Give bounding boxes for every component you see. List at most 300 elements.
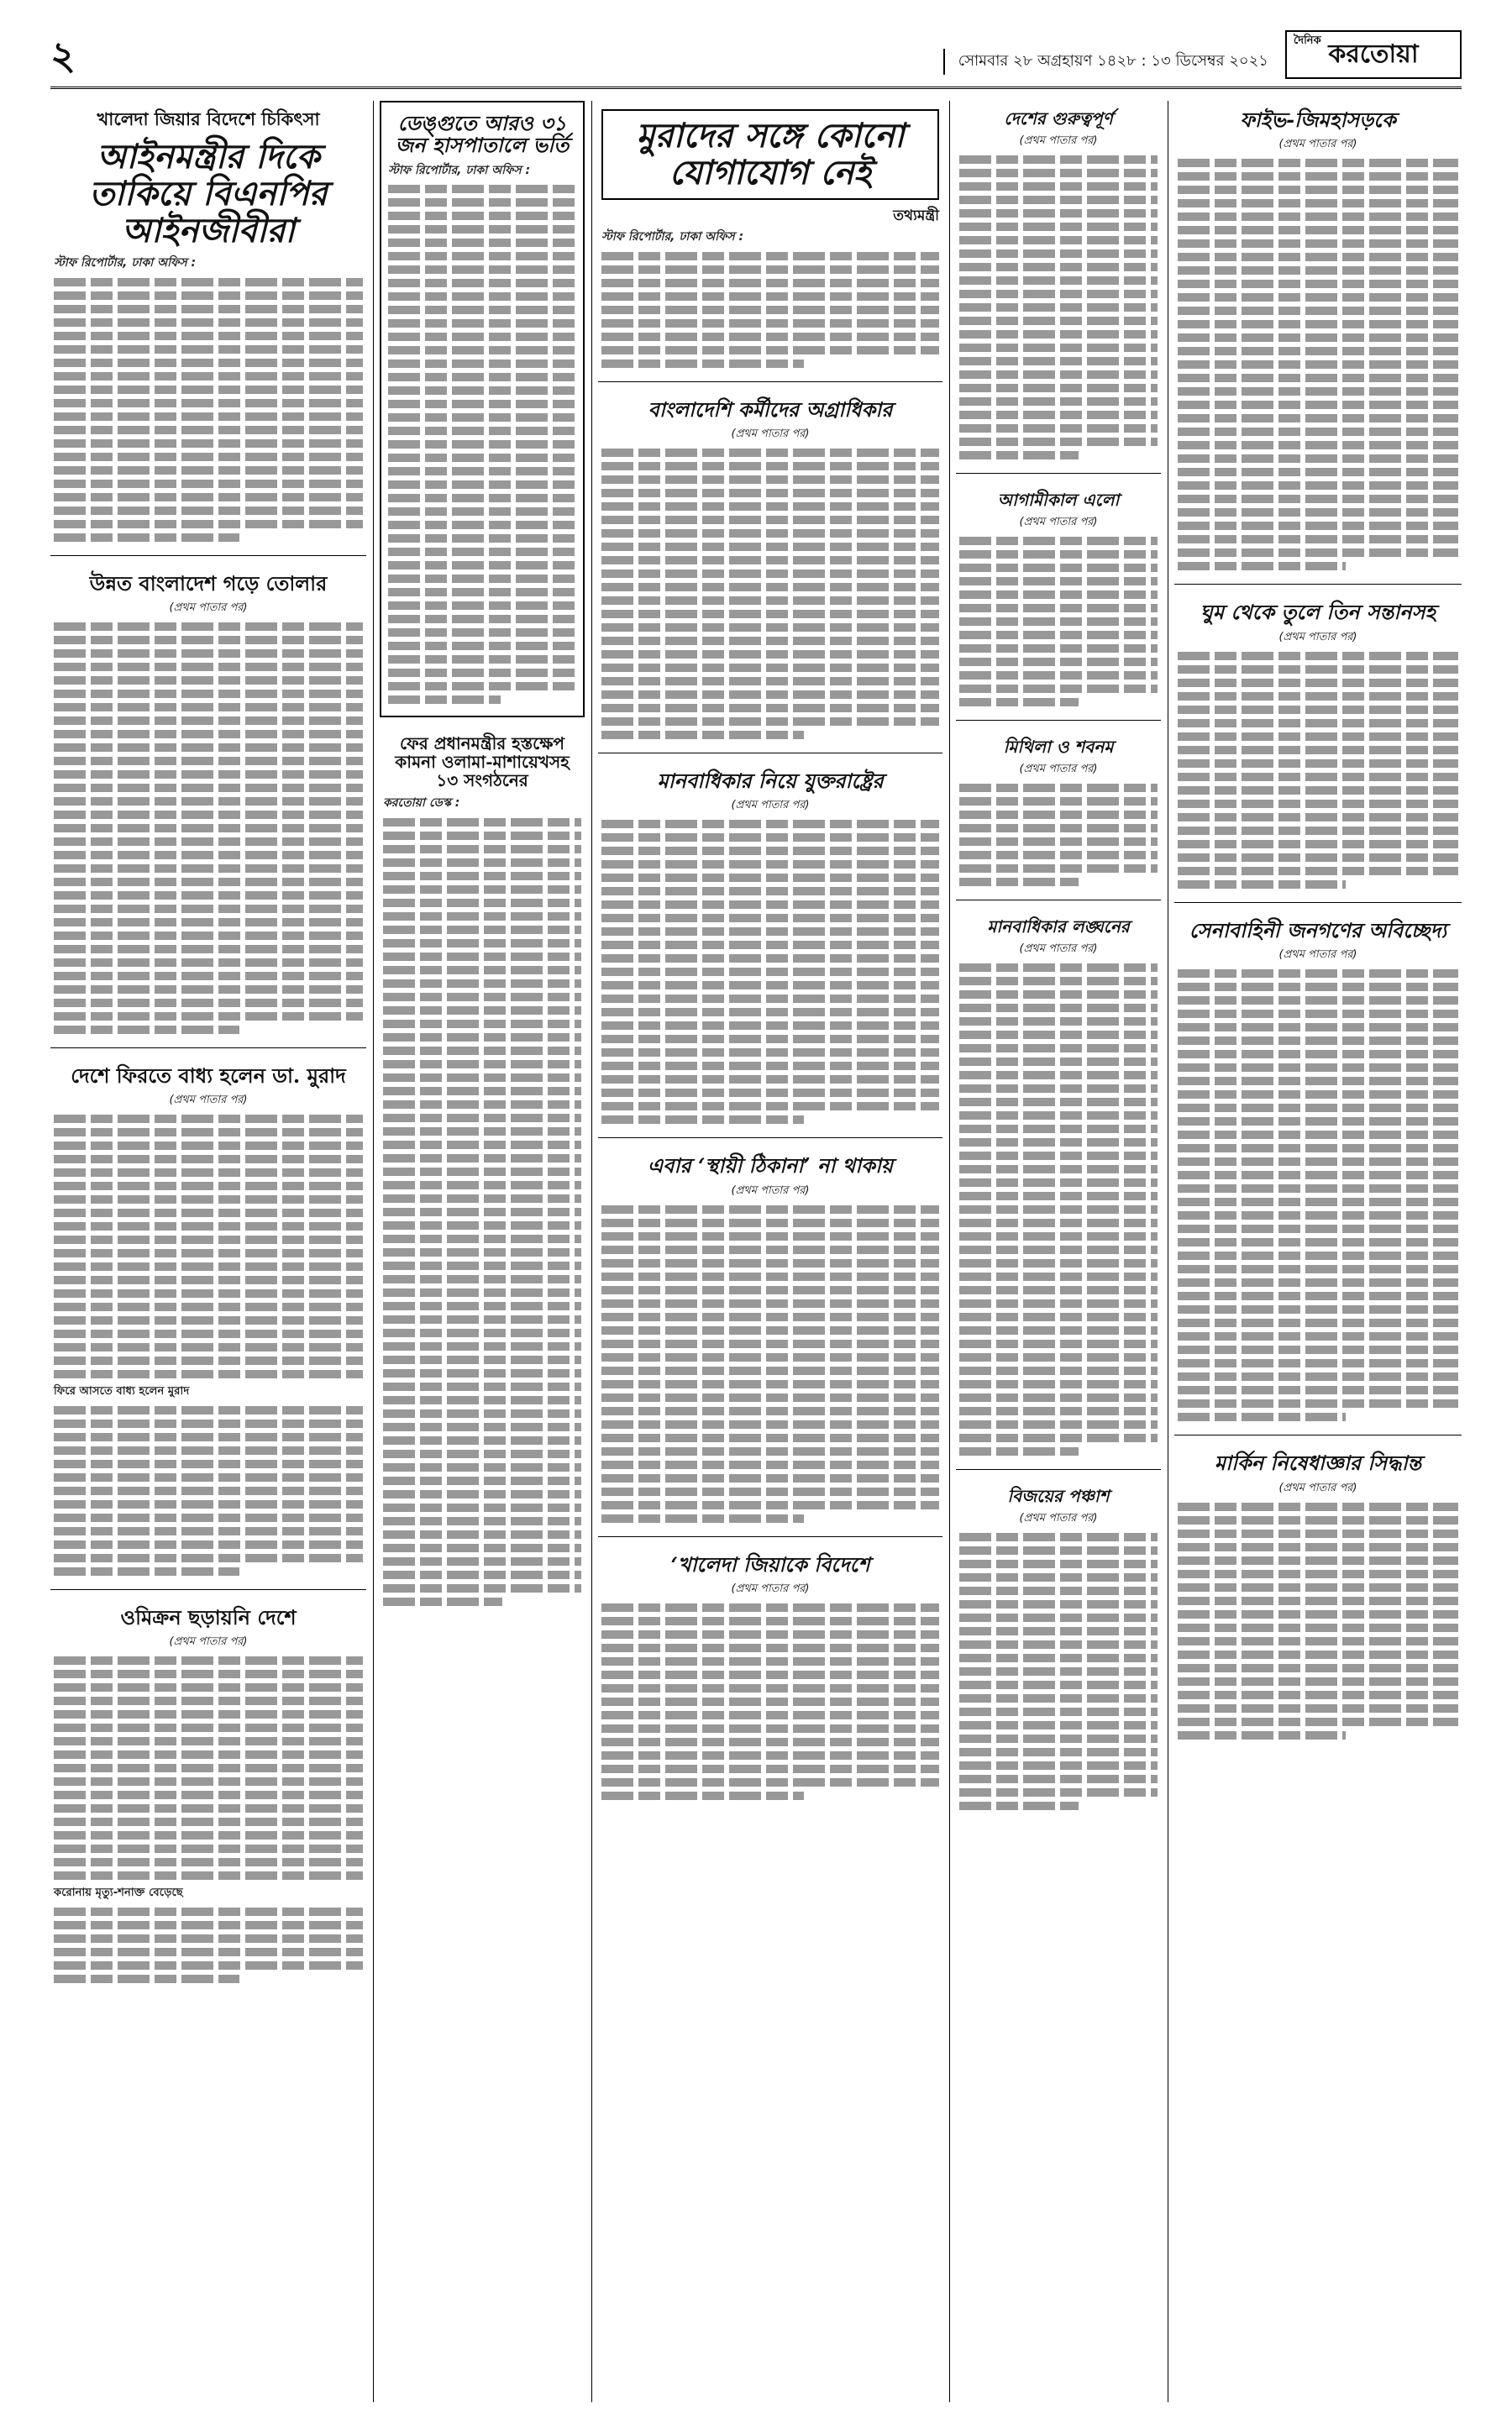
text-line (601, 1698, 939, 1706)
text-line (1178, 1399, 1458, 1408)
text-line (1178, 320, 1458, 328)
text-line (601, 279, 939, 287)
article-body (959, 784, 1158, 886)
text-line (54, 864, 363, 873)
article-byline: স্টাফ রিপোর্টার, ঢাকা অফিস : (388, 163, 531, 177)
text-line (383, 858, 581, 867)
text-line (383, 993, 581, 1001)
text-line (54, 636, 363, 644)
text-line (601, 1021, 939, 1030)
text-line (383, 912, 581, 921)
text-line (959, 1434, 1158, 1442)
continued-label: (প্রথম পাতার পর) (1019, 1512, 1098, 1525)
text-line (383, 1020, 581, 1028)
text-line (959, 1299, 1158, 1308)
text-line (1178, 454, 1458, 463)
article-omicron (50, 1598, 366, 1997)
text-line (1178, 1104, 1458, 1112)
text-line (959, 811, 1158, 819)
article-bangladeshi-workers (598, 391, 942, 753)
text-line (601, 1048, 939, 1057)
text-line (383, 1329, 581, 1337)
text-line (54, 958, 363, 967)
text-line (54, 506, 363, 515)
text-line (959, 1098, 1158, 1106)
text-line (1178, 652, 1458, 660)
text-line (54, 1934, 363, 1943)
article-body (388, 162, 576, 705)
column-5 (1174, 101, 1462, 1761)
text-line (383, 1530, 581, 1539)
text-line (1178, 1570, 1458, 1578)
text-line (601, 610, 939, 618)
text-line (388, 306, 576, 314)
text-line (1178, 1198, 1458, 1206)
text-line (54, 1433, 363, 1441)
text-line (383, 1450, 581, 1458)
text-line (959, 1654, 1158, 1662)
text-line (54, 1871, 363, 1880)
text-line (959, 604, 1158, 612)
text-line (383, 1262, 581, 1270)
text-line (959, 1017, 1158, 1026)
text-line (601, 623, 939, 632)
text-line (601, 1286, 939, 1294)
text-line (388, 212, 576, 220)
text-line (959, 1286, 1158, 1294)
text-line (383, 1463, 581, 1472)
continued-label: (প্রথম পাতার পর) (169, 1635, 248, 1649)
article-headline: আইনমন্ত্রীর দিকে তাকিয়ে বিএনপির আইনজীবীরা (89, 137, 328, 250)
text-line (388, 575, 576, 583)
text-line (959, 1152, 1158, 1160)
article-permanent-address (598, 1147, 942, 1536)
text-line (54, 1791, 363, 1799)
text-line (54, 1961, 363, 1970)
text-line (601, 1246, 939, 1254)
text-line (1178, 1359, 1458, 1367)
text-line (54, 784, 363, 792)
text-line (1178, 665, 1458, 674)
article-headline: দেশে ফিরতে বাধ্য হলেন ডা. মুরাদ (71, 1063, 346, 1089)
article-mithila-shabnam (956, 729, 1161, 900)
text-line (601, 717, 939, 726)
text-line (54, 372, 363, 381)
text-line (601, 1603, 939, 1612)
text-line (54, 824, 363, 832)
text-line (54, 1750, 363, 1759)
text-line (959, 263, 1158, 271)
date-line: সোমবার ২৮ অগ্রহায়ণ ১৪২৮ : ১৩ ডিসেম্বর ২০২১ (943, 49, 1268, 75)
text-line (1178, 280, 1458, 288)
text-line (54, 1540, 363, 1549)
text-line (601, 954, 939, 963)
text-line (601, 1115, 804, 1124)
text-line (959, 1165, 1158, 1173)
column-rule (373, 101, 374, 2402)
text-line (959, 1407, 1158, 1415)
text-line (601, 664, 939, 672)
text-line (388, 427, 576, 435)
text-line (601, 1738, 939, 1746)
text-line (383, 1436, 581, 1445)
text-line (54, 1948, 363, 1956)
text-line (383, 1073, 581, 1082)
text-line (54, 905, 363, 913)
text-line (54, 426, 363, 434)
text-line (383, 1060, 581, 1068)
text-line (959, 1125, 1158, 1133)
text-line (388, 534, 576, 543)
text-line (959, 1326, 1158, 1335)
text-line (54, 1276, 363, 1284)
article-body (1178, 652, 1458, 889)
text-line (383, 1181, 581, 1189)
text-line (383, 1302, 581, 1310)
text-line (959, 1614, 1158, 1622)
text-line (601, 968, 939, 976)
text-line (959, 1004, 1158, 1012)
text-line (1178, 1278, 1458, 1287)
text-line (54, 1115, 363, 1123)
text-line (388, 413, 576, 422)
text-line (959, 303, 1158, 312)
text-line (601, 1407, 939, 1415)
text-line (383, 1194, 581, 1203)
text-line (959, 1380, 1158, 1388)
text-line (1178, 1144, 1458, 1152)
text-line (1178, 732, 1458, 741)
text-line (601, 1644, 939, 1652)
text-line (388, 601, 576, 610)
text-line (383, 1127, 581, 1136)
text-line (383, 1423, 581, 1431)
text-line (601, 1792, 804, 1800)
text-line (54, 945, 363, 953)
article-body (601, 228, 939, 368)
text-line (959, 977, 1158, 985)
article-dengue (380, 101, 585, 717)
text-line (383, 1288, 581, 1297)
text-line (959, 249, 1158, 258)
text-line (959, 1259, 1158, 1267)
text-line (601, 1711, 939, 1719)
text-line (383, 939, 581, 947)
text-line (959, 1071, 1158, 1079)
text-line (54, 972, 363, 980)
text-line (601, 319, 939, 328)
text-line (54, 730, 363, 738)
text-line (959, 1694, 1158, 1703)
text-line (959, 1313, 1158, 1321)
article-headline: বাংলাদেশি কর্মীদের অগ্রাধিকার (648, 396, 893, 422)
text-line (54, 1737, 363, 1745)
text-line (959, 182, 1158, 191)
text-line (1178, 562, 1346, 570)
text-line (54, 1303, 363, 1311)
text-line (1178, 266, 1458, 275)
text-line (959, 1192, 1158, 1200)
text-line (54, 1683, 363, 1692)
text-line (601, 360, 804, 368)
text-line (54, 1128, 363, 1136)
text-line (1178, 1610, 1458, 1619)
text-line (54, 386, 363, 394)
text-line (959, 1735, 1158, 1743)
article-body (54, 255, 363, 542)
text-line (54, 399, 363, 407)
text-line (383, 953, 581, 961)
article-body (1178, 1503, 1458, 1740)
article-headline: ঘুম থেকে তুলে তিন সন্তানসহ (1200, 600, 1436, 625)
text-line (1178, 414, 1458, 422)
text-line (1178, 172, 1458, 181)
text-line (959, 1573, 1158, 1582)
article-body (959, 1533, 1158, 1810)
text-line (1178, 1023, 1458, 1031)
text-line (959, 1084, 1158, 1093)
text-line (383, 979, 581, 988)
text-line (1178, 983, 1458, 991)
text-line (54, 703, 363, 711)
text-line (54, 716, 363, 725)
text-line (383, 1598, 502, 1606)
text-line (383, 1356, 581, 1364)
text-line (1178, 199, 1458, 207)
text-line (54, 1460, 363, 1468)
continued-label: (প্রথম পাতার পর) (1019, 942, 1098, 955)
text-line (601, 1062, 939, 1070)
text-line (959, 590, 1158, 599)
text-line (601, 475, 939, 484)
text-line (959, 1587, 1158, 1595)
text-line (1178, 1265, 1458, 1273)
text-line (383, 1208, 581, 1216)
text-line (388, 346, 576, 354)
text-line (383, 1114, 581, 1122)
text-line (959, 1393, 1158, 1402)
text-line (1178, 773, 1458, 781)
text-line (1178, 1718, 1458, 1726)
text-line (959, 1667, 1158, 1676)
text-line (601, 502, 939, 511)
text-line (54, 1182, 363, 1190)
article-kicker: খালেদা জিয়ার বিদেশে চিকিৎসা (97, 109, 320, 129)
text-line (1178, 548, 1458, 557)
text-line (54, 1818, 363, 1826)
text-line (383, 1033, 581, 1042)
text-line (388, 333, 576, 341)
continued-label: (প্রথম পাতার পর) (731, 428, 810, 441)
text-line (54, 811, 363, 819)
continued-label: (প্রথম পাতার পর) (731, 1184, 810, 1197)
text-line (1178, 1346, 1458, 1354)
text-line (388, 642, 576, 650)
article-pm-intervention (380, 726, 585, 1619)
text-line (1178, 441, 1458, 449)
text-line (959, 797, 1158, 806)
text-line (601, 860, 939, 869)
text-line (601, 1313, 939, 1321)
text-line (1178, 360, 1458, 369)
article-body (1178, 969, 1458, 1421)
text-line (601, 927, 939, 936)
text-line (1178, 1225, 1458, 1233)
text-line (601, 1488, 939, 1496)
text-line (959, 1681, 1158, 1689)
text-line (601, 941, 939, 949)
text-line (959, 169, 1158, 177)
text-line (601, 516, 939, 524)
newspaper-logo (1285, 30, 1462, 79)
text-line (1178, 706, 1458, 714)
text-line (1178, 1664, 1458, 1672)
text-line (601, 1299, 939, 1308)
text-line (959, 1788, 1158, 1797)
text-line (959, 963, 1158, 972)
text-line (959, 344, 1158, 352)
text-line (959, 631, 1158, 639)
text-line (959, 196, 1158, 204)
text-line (383, 872, 581, 880)
text-line (959, 617, 1158, 626)
text-line (54, 1406, 363, 1414)
text-line (601, 449, 939, 457)
page-number: ২ (50, 33, 76, 78)
text-line (54, 305, 363, 313)
continued-label: (প্রথম পাতার পর) (1278, 630, 1357, 643)
text-line (54, 1168, 363, 1177)
text-line (388, 373, 576, 381)
text-line (1178, 1691, 1458, 1699)
text-line (959, 1560, 1158, 1568)
text-line (1178, 1677, 1458, 1686)
article-victory-fifty (956, 1478, 1161, 1824)
text-line (959, 1273, 1158, 1281)
continued-label: (প্রথম পাতার পর) (1019, 134, 1098, 147)
column-1 (50, 101, 366, 2005)
text-line (54, 1710, 363, 1719)
article-human-rights-us (598, 762, 942, 1138)
text-line (1178, 293, 1458, 302)
paper-prefix: দৈনিক (1294, 34, 1321, 47)
article-body (601, 449, 939, 739)
text-line (1178, 1157, 1458, 1166)
continued-label: (প্রথম পাতার পর) (731, 799, 810, 812)
text-line (383, 1248, 581, 1257)
column-4 (956, 101, 1161, 1832)
article-headline: ফাইভ-জিমহাসড়কে (1240, 108, 1396, 132)
text-line (1178, 374, 1458, 382)
text-line (959, 397, 1158, 406)
text-line (54, 891, 363, 900)
text-line (959, 1246, 1158, 1254)
text-line (959, 1420, 1158, 1429)
text-line (1178, 867, 1458, 875)
text-line (959, 577, 1158, 585)
text-line (959, 384, 1158, 392)
text-line (959, 1058, 1158, 1066)
text-line (388, 239, 576, 247)
text-line (388, 386, 576, 395)
text-line (1178, 508, 1458, 517)
text-line (1178, 1037, 1458, 1045)
article-three-children (1174, 593, 1462, 902)
text-line (601, 874, 939, 882)
text-line (54, 1026, 239, 1034)
article-murad-contact (598, 101, 942, 382)
text-line (601, 1657, 939, 1666)
text-line (54, 797, 363, 806)
text-line (1178, 1332, 1458, 1341)
text-line (383, 885, 581, 894)
article-body (383, 795, 581, 1606)
article-five-g (1174, 101, 1462, 585)
text-line (1178, 1651, 1458, 1659)
text-line (959, 1640, 1158, 1649)
text-line (54, 453, 363, 461)
column-rule (591, 101, 592, 2402)
text-line (383, 1275, 581, 1283)
text-line (388, 561, 576, 569)
text-line (1178, 1372, 1458, 1381)
text-line (383, 1315, 581, 1324)
article-headline: ফের প্রধানমন্ত্রীর হস্তক্ষেপ কামনা ওলামা-মাশায়েখসহ ১৩ সংগঠনের (395, 733, 570, 791)
continued-label: (প্রথম পাতার পর) (1019, 763, 1098, 775)
text-line (601, 1514, 804, 1523)
text-line (383, 1006, 581, 1015)
text-line (601, 704, 939, 712)
text-line (54, 1155, 363, 1163)
text-line (1178, 746, 1458, 754)
text-line (601, 1630, 939, 1639)
text-line (959, 438, 1158, 446)
text-line (54, 1500, 363, 1509)
article-body (959, 537, 1158, 706)
text-line (54, 1343, 363, 1351)
text-line (54, 439, 363, 448)
text-line (1178, 853, 1458, 862)
text-line (1178, 813, 1458, 821)
text-line (383, 966, 581, 974)
text-line (959, 1232, 1158, 1241)
text-line (959, 451, 1079, 459)
text-line (1178, 1238, 1458, 1246)
text-line (601, 556, 939, 564)
text-line (54, 1262, 363, 1271)
text-line (601, 833, 939, 842)
text-line (54, 1012, 363, 1021)
text-line (1178, 159, 1458, 167)
text-line (1178, 387, 1458, 396)
text-line (54, 1656, 363, 1665)
text-line (1178, 1503, 1458, 1511)
text-line (383, 1087, 581, 1095)
text-line (54, 412, 363, 421)
continued-label: (প্রথম পাতার পর) (1019, 516, 1098, 528)
text-line (601, 1778, 939, 1787)
text-line (959, 1219, 1158, 1227)
text-line (388, 360, 576, 368)
article-headline: মানবাধিকার লঙ্ঘনের (987, 916, 1130, 937)
text-line (601, 637, 939, 645)
text-line (1178, 1117, 1458, 1126)
text-line (959, 236, 1158, 244)
article-headline: সেনাবাহিনী জনগণের অবিচ্ছেদ্য (1189, 917, 1447, 942)
text-line (1178, 186, 1458, 194)
text-line (959, 155, 1158, 164)
text-line (54, 1697, 363, 1705)
